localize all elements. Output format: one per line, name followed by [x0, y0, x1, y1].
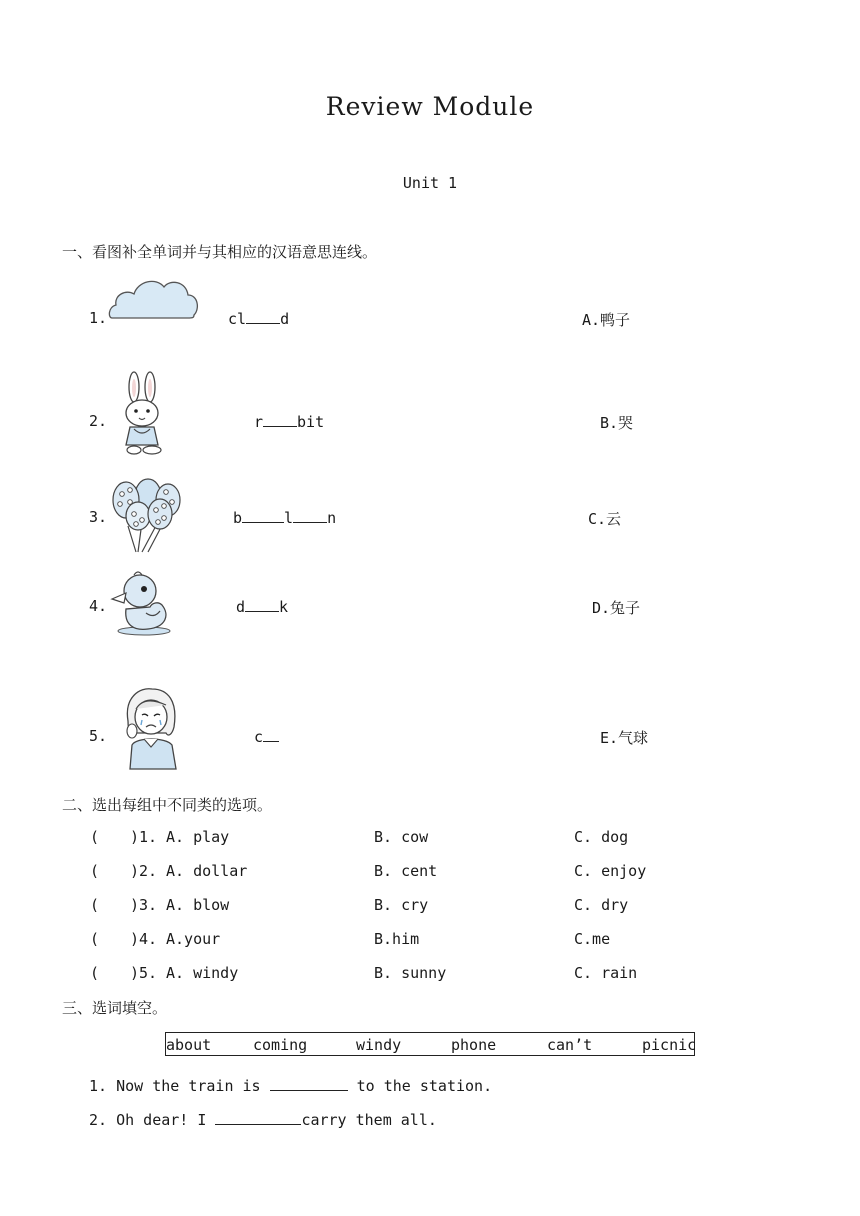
- word-bank-item: coming: [253, 1036, 308, 1054]
- option-a: A. dollar: [166, 862, 248, 880]
- question-number: )3.: [130, 896, 158, 914]
- crying-girl-picture: [120, 687, 182, 771]
- word-puzzle-5[interactable]: [254, 727, 279, 746]
- sentence-text: Oh dear! I: [116, 1111, 207, 1129]
- meaning-option[interactable]: E.气球: [600, 729, 649, 747]
- letter-blank[interactable]: [246, 309, 280, 324]
- word-bank-item: picnic: [642, 1036, 697, 1054]
- unit-label: Unit 1: [402, 174, 458, 192]
- answer-blank[interactable]: [270, 1076, 348, 1091]
- answer-bracket[interactable]: (: [90, 896, 100, 914]
- sentence-number: 2.: [89, 1111, 108, 1129]
- page-title: Review Module: [325, 92, 535, 121]
- option-c: C.me: [574, 930, 611, 948]
- option-a: A. blow: [166, 896, 230, 914]
- word-part: bit: [297, 413, 325, 431]
- sentence-text: Now the train is: [116, 1077, 261, 1095]
- word-bank-item: about: [166, 1036, 212, 1054]
- sentence-text: to the station.: [356, 1077, 493, 1095]
- word-bank-item: phone: [451, 1036, 497, 1054]
- word-part: b: [233, 509, 243, 527]
- meaning-option[interactable]: A.鸭子: [582, 311, 631, 329]
- item-number: 5.: [89, 727, 108, 745]
- item-number: 4.: [89, 597, 108, 615]
- word-part: n: [327, 509, 337, 527]
- sentence-number: 1.: [89, 1077, 108, 1095]
- cloud-picture: [108, 275, 200, 321]
- duck-picture: [108, 569, 174, 637]
- option-c: C. rain: [574, 964, 638, 982]
- question-number: )2.: [130, 862, 158, 880]
- word-part: cl: [228, 310, 247, 328]
- item-number: 1.: [89, 309, 108, 327]
- meaning-option[interactable]: D.兔子: [592, 599, 641, 617]
- word-part: k: [279, 598, 289, 616]
- word-part: d: [236, 598, 246, 616]
- question-number: )5.: [130, 964, 158, 982]
- word-part: c: [254, 728, 264, 746]
- balloons-picture: [108, 476, 182, 554]
- option-c: C. dog: [574, 828, 629, 846]
- letter-blank[interactable]: [242, 508, 284, 523]
- letter-blank[interactable]: [293, 508, 327, 523]
- word-puzzle-4[interactable]: [236, 597, 288, 616]
- answer-bracket[interactable]: (: [90, 930, 100, 948]
- option-b: B.him: [374, 930, 420, 948]
- word-bank-item: windy: [356, 1036, 402, 1054]
- section2-heading: 二、选出每组中不同类的选项。: [62, 796, 273, 814]
- fill-sentence-1: [89, 1076, 492, 1095]
- word-puzzle-3[interactable]: [233, 508, 336, 527]
- answer-blank[interactable]: [215, 1110, 301, 1125]
- fill-sentence-2: [89, 1110, 437, 1129]
- rabbit-picture: [116, 371, 170, 457]
- option-b: B. cent: [374, 862, 438, 880]
- option-c: C. dry: [574, 896, 629, 914]
- word-puzzle-1[interactable]: [228, 309, 289, 328]
- option-c: C. enjoy: [574, 862, 647, 880]
- section3-heading: 三、选词填空。: [62, 999, 168, 1017]
- word-puzzle-2[interactable]: [254, 412, 324, 431]
- item-number: 3.: [89, 508, 108, 526]
- option-a: A. play: [166, 828, 230, 846]
- option-a: A.your: [166, 930, 221, 948]
- word-part: d: [280, 310, 290, 328]
- question-number: )4.: [130, 930, 158, 948]
- word-bank-item: can’t: [547, 1036, 593, 1054]
- letter-blank[interactable]: [263, 727, 279, 742]
- meaning-option[interactable]: C.云: [588, 510, 622, 528]
- item-number: 2.: [89, 412, 108, 430]
- word-part: l: [284, 509, 294, 527]
- answer-bracket[interactable]: (: [90, 964, 100, 982]
- word-bank: [165, 1032, 695, 1056]
- answer-bracket[interactable]: (: [90, 862, 100, 880]
- sentence-text: carry them all.: [301, 1111, 437, 1129]
- answer-bracket[interactable]: (: [90, 828, 100, 846]
- word-part: r: [254, 413, 264, 431]
- option-b: B. cry: [374, 896, 429, 914]
- option-a: A. windy: [166, 964, 239, 982]
- section1-heading: 一、看图补全单词并与其相应的汉语意思连线。: [62, 243, 378, 261]
- letter-blank[interactable]: [263, 412, 297, 427]
- option-b: B. sunny: [374, 964, 447, 982]
- question-number: )1.: [130, 828, 158, 846]
- letter-blank[interactable]: [245, 597, 279, 612]
- meaning-option[interactable]: B.哭: [600, 414, 634, 432]
- option-b: B. cow: [374, 828, 429, 846]
